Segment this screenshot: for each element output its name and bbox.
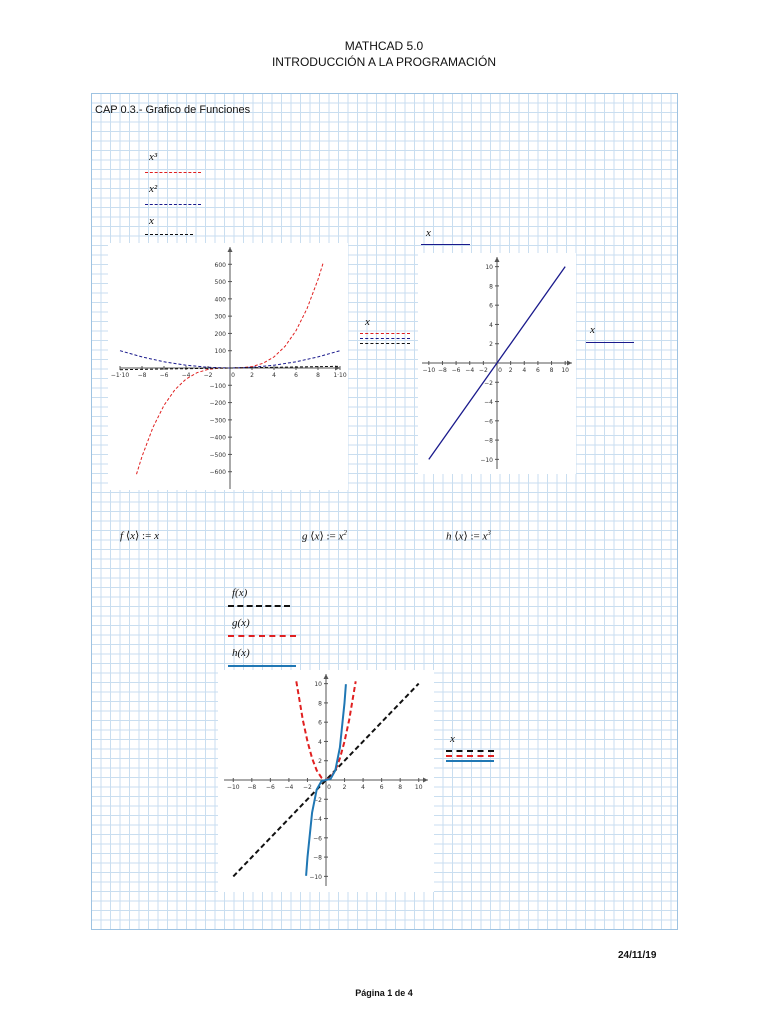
def-g-rhs: x: [338, 530, 344, 543]
chart1-x-tick-label: 6: [535, 367, 540, 374]
chart2-legend-label-0: x: [426, 227, 431, 239]
chart2-y-tick-label: 4: [318, 738, 322, 746]
def-g-arg: x: [314, 530, 320, 543]
document-title: MATHCAD 5.0: [344, 39, 424, 53]
chart2-x-tick-label: 2: [342, 784, 347, 791]
chart0-x-tick-label: 6: [294, 372, 298, 379]
chart0-y-tick-label: 300: [214, 313, 226, 321]
chart0-y-tick-label: −400: [209, 434, 226, 442]
chart2-x-tick-label: 10: [414, 784, 423, 791]
chart2-legend-line-0: [421, 244, 470, 245]
chart2-x-tick-label: −6: [265, 784, 275, 791]
chart1-x-tick-label: −4: [465, 367, 475, 374]
chart0-y-tick-label: −100: [209, 382, 226, 390]
chart1-x-tick-label: −10: [422, 367, 436, 374]
chart1-y-tick-label: −8: [484, 437, 493, 445]
chart0-x-tick-label: −8: [137, 372, 147, 379]
chart0-y-tick-label: 500: [214, 279, 226, 287]
section-title: CAP 0.3.- Grafico de Funciones: [95, 104, 251, 116]
chart1-x-tick-label: 10: [561, 367, 570, 374]
chart2-y-tick-label: −2: [313, 796, 322, 804]
chart2-y-tick-label: −10: [309, 873, 322, 881]
chart2-y-tick-label: −6: [313, 835, 322, 843]
chart3-svg: [218, 670, 434, 892]
chart3-right-line-1: [446, 755, 494, 757]
chart2-x-tick-label: 6: [379, 784, 384, 791]
chart2-y-tick-label: −4: [313, 816, 322, 824]
chart1-y-tick-label: 2: [489, 341, 493, 349]
chart2-x-tick-label: 0: [327, 784, 331, 791]
chart3-xlabel: x: [450, 733, 455, 745]
def-g-exp: 2: [343, 529, 347, 537]
def-h-rhs: x: [482, 530, 488, 543]
chart1-y-tick-label: 4: [489, 321, 493, 329]
def-h-arg: x: [458, 530, 464, 543]
chart0-y-tick-label: 400: [214, 296, 226, 304]
chart1-xlabel: x: [365, 316, 370, 328]
chart1-svg: [108, 243, 348, 490]
chart0-y-tick-label: −500: [209, 451, 226, 459]
def-f-name: f: [120, 530, 124, 542]
chart2-right-line-0: [586, 342, 634, 343]
footer-page-number: Página 1 de 4: [355, 988, 413, 998]
def-f-arg: x: [130, 530, 135, 542]
chart2-x-arrow: [423, 778, 428, 783]
chart2-x-tick-label: −4: [284, 784, 294, 791]
chart1-y-tick-label: −4: [484, 399, 493, 407]
chart0-y-tick-label: −300: [209, 417, 226, 425]
chart2-y-tick-label: 8: [318, 700, 322, 708]
def-f-op: :=: [142, 530, 152, 542]
chart1-x-tick-label: −2: [478, 367, 488, 374]
chart1-x-tick-label: 2: [508, 367, 513, 374]
chart2-svg: [418, 253, 576, 474]
chart1-x-arrow: [567, 361, 572, 366]
chart3-legend-label-2: h(x): [232, 647, 250, 659]
definition-f: f ⟨x⟩ := x: [120, 530, 159, 542]
def-h-name: h: [446, 530, 452, 543]
document-subtitle: INTRODUCCIÓN A LA PROGRAMACIÓN: [271, 55, 497, 69]
chart2-y-tick-label: −8: [313, 854, 322, 862]
chart0-y-tick-label: 100: [214, 348, 226, 356]
chart1-x-tick-label: −8: [438, 367, 447, 374]
chart2-x-tick-label: −10: [226, 784, 240, 791]
chart3-legend-line-1: [228, 635, 296, 637]
chart0-x-tick-label: −1·10: [110, 372, 130, 379]
chart2-x-tick-label: −2: [303, 784, 312, 791]
chart1-x-tick-label: 8: [549, 367, 554, 374]
footer-date: 24/11/19: [618, 950, 657, 961]
chart1-y-tick-label: −10: [480, 456, 493, 464]
chart2-y-tick-label: 6: [318, 719, 322, 727]
def-h-op: :=: [470, 530, 480, 543]
chart3-legend-label-0: f(x): [232, 587, 248, 599]
definition-h: h ⟨x⟩ := $x^3$: [446, 529, 491, 543]
chart3-right-line-0: [446, 750, 494, 752]
chart1-y-arrow: [495, 257, 500, 262]
chart1-legend-label-2: x: [149, 215, 154, 227]
chart3-right-line-2: [446, 760, 494, 762]
chart1-y-tick-label: −6: [484, 418, 493, 426]
chart0-x-tick-label: −6: [159, 372, 169, 379]
chart1-right-line-0: [360, 333, 410, 334]
chart0-y-tick-label: −600: [209, 469, 226, 477]
chart1-legend-line-1: [145, 204, 201, 205]
chart1-plot: [108, 243, 348, 490]
chart1-x-tick-label: 4: [522, 367, 527, 374]
chart0-x-tick-label: 4: [272, 372, 276, 379]
chart1-y-tick-label: 8: [489, 283, 493, 291]
chart0-x-tick-label: −2: [203, 372, 213, 379]
def-g-op: :=: [326, 530, 336, 543]
chart1-y-tick-label: 10: [485, 264, 493, 272]
chart1-legend-label-1: x²: [149, 183, 158, 195]
chart0-x-tick-label: 8: [316, 372, 320, 379]
chart1-right-line-2: [360, 343, 410, 344]
chart2-y-tick-label: 2: [318, 758, 322, 766]
chart0-y-tick-label: 600: [214, 261, 226, 269]
chart0-x-tick-label: 0: [231, 372, 235, 379]
chart2-x-tick-label: −8: [247, 784, 257, 791]
chart0-y-arrow: [228, 247, 233, 252]
chart0-x-tick-label: 1·10: [333, 372, 347, 379]
chart0-x-tick-label: −4: [181, 372, 191, 379]
chart0-x-tick-label: 2: [250, 372, 254, 379]
chart1-legend-line-0: [145, 172, 201, 173]
chart1-x-tick-label: 0: [498, 367, 502, 374]
chart3-plot: [218, 670, 434, 892]
chart1-y-tick-label: −2: [484, 379, 493, 387]
chart1-legend-line-2: [145, 234, 193, 235]
chart2-y-tick-label: 10: [314, 681, 322, 689]
chart0-y-tick-label: 200: [214, 330, 226, 338]
chart3-legend-label-1: g(x): [232, 617, 250, 629]
chart2-xlabel: x: [590, 324, 595, 336]
def-f-rhs: x: [154, 530, 159, 542]
def-g-name: g: [302, 530, 308, 543]
chart3-legend-line-2: [228, 665, 296, 667]
chart1-right-line-1: [360, 338, 410, 339]
chart1-legend-label-0: x³: [149, 151, 158, 163]
chart3-legend-line-0: [228, 605, 290, 607]
chart2-plot: [418, 253, 576, 474]
chart1-x-tick-label: −6: [451, 367, 461, 374]
definition-g: g ⟨x⟩ := $x^2$: [302, 529, 347, 543]
chart2-x-tick-label: 8: [398, 784, 403, 791]
chart1-y-tick-label: 6: [489, 302, 493, 310]
chart0-y-tick-label: −200: [209, 400, 226, 408]
def-h-exp: 3: [487, 529, 491, 537]
chart2-y-arrow: [324, 674, 329, 679]
chart2-x-tick-label: 4: [361, 784, 366, 791]
